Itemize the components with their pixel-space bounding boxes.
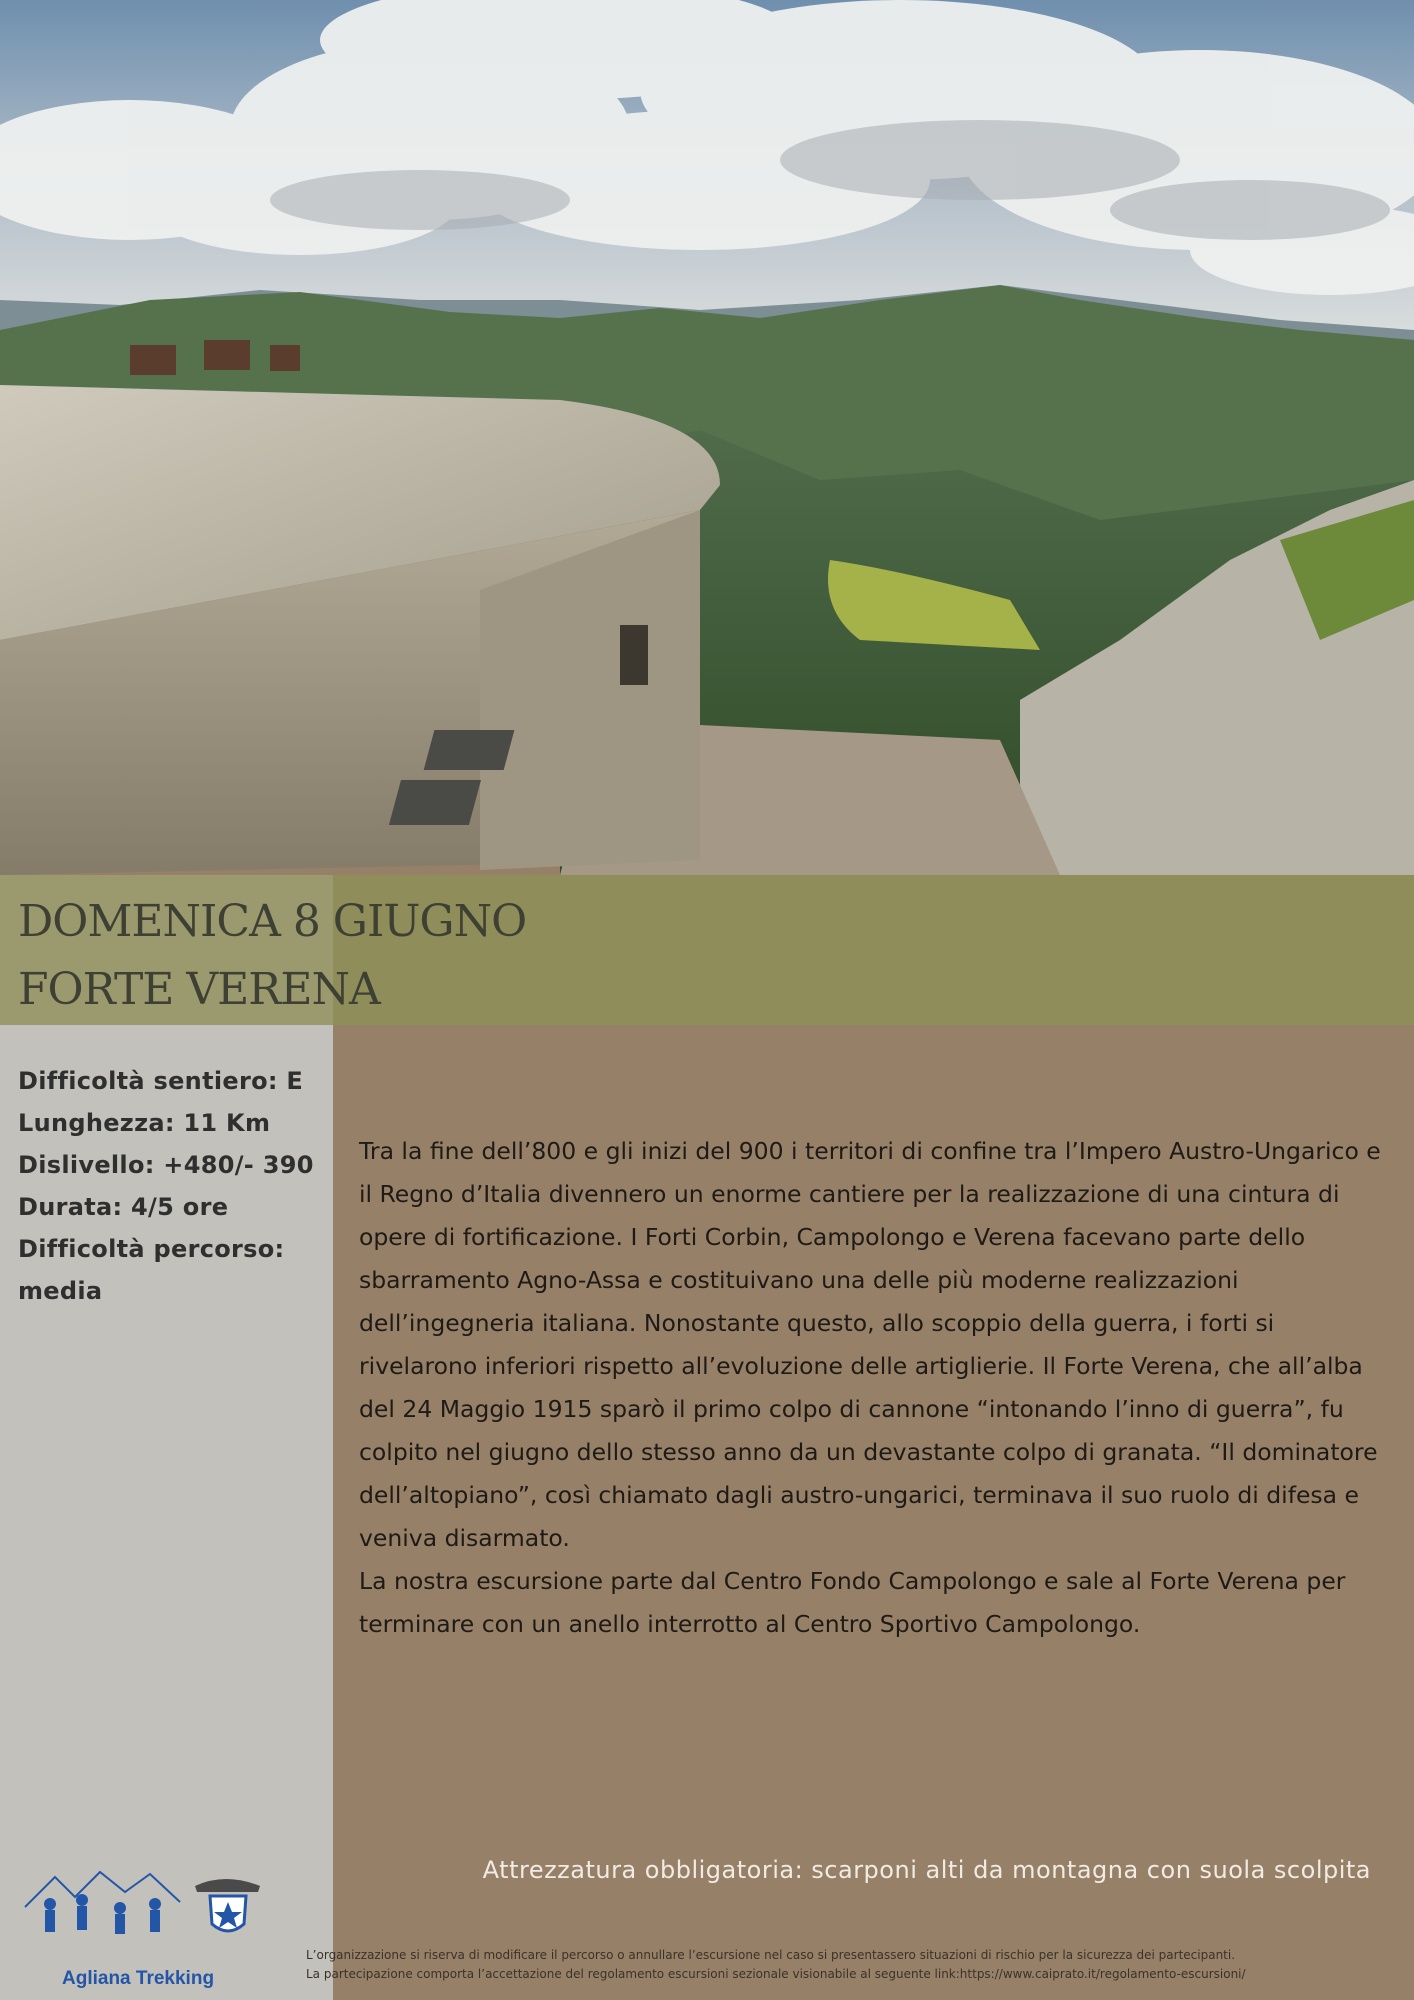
hero-photo (0, 0, 1414, 875)
agliana-trekking-logo (20, 1862, 280, 1962)
spec-duration: Durata: 4/5 ore (18, 1193, 229, 1221)
legal-line-1: L’organizzazione si riserva di modificare il percorso o annullare l’escursione nel caso si presentassero situazioni di rischio per la sicurezza dei partecipanti. (306, 1948, 1236, 1962)
grate-2 (389, 780, 481, 825)
spec-trail-difficulty: Difficoltà sentiero: E (18, 1067, 304, 1095)
event-title (18, 888, 526, 1024)
hikers-icon (44, 1894, 161, 1934)
event-date: DOMENICA 8 GIUGNO (18, 896, 527, 947)
description (359, 1130, 1389, 1646)
legal-notice (306, 1946, 1406, 1984)
cai-emblem-icon (195, 1879, 260, 1931)
legal-line-2: La partecipazione comporta l’accettazione del regolamento escursioni sezionale visionabile al seguente link:https://www.caiprato.it/regolamento-escursioni/ (306, 1967, 1246, 1981)
spec-route-difficulty: Difficoltà percorso: media (18, 1235, 285, 1305)
grate-1 (424, 730, 515, 770)
spec-elevation: Dislivello: +480/- 390 (18, 1151, 314, 1179)
info-panels (130, 340, 300, 375)
spec-length: Lunghezza: 11 Km (18, 1109, 271, 1137)
description-paragraph-route: La nostra escursione parte dal Centro Fondo Campolongo e sale al Forte Verena per terminare con un anello interrotto al Centro Sportivo Campolongo. (359, 1567, 1346, 1638)
required-equipment: Attrezzatura obbligatoria: scarponi alti da montagna con suola scolpita (482, 1856, 1371, 1884)
trail-specs (18, 1060, 328, 1312)
fort-window (620, 625, 648, 685)
description-paragraph-history: Tra la fine dell’800 e gli inizi del 900 i territori di confine tra l’Impero Austro-Ungarico e il Regno d’Italia divennero un enorme cantiere per la realizzazione di una cintura di opere di fortificazione. I Forti Corbin, Campolongo e Verena facevano parte dello sbarramento Agno-Assa e costituivano una delle più moderne realizzazioni dell’ingegneria italiana. Nonostante questo, allo scoppio della guerra, i forti si rivelarono inferiori rispetto all’evoluzione delle artiglierie. Il Forte Verena, che all’alba del 24 Maggio 1915 sparò il primo colpo di cannone “intonando l’inno di guerra”, fu colpito nel giugno dello stesso anno da un devastante colpo di granata. “Il dominatore dell’altopiano”, così chiamato dagli austro-ungarici, terminava il suo ruolo di difesa e veniva disarmato. (359, 1137, 1381, 1552)
event-location: FORTE VERENA (18, 964, 380, 1015)
brand-name: Agliana Trekking (62, 1968, 215, 1989)
